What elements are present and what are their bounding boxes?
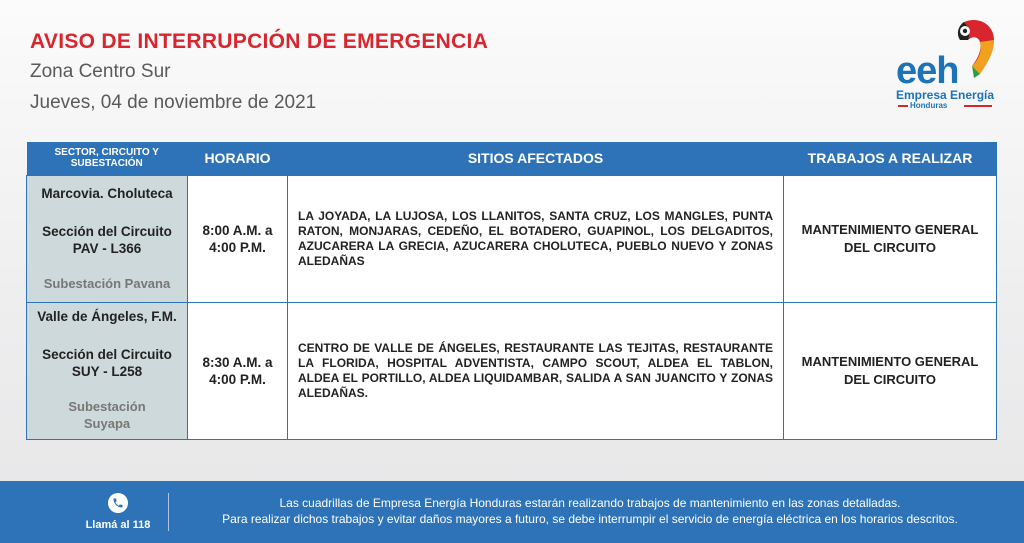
- substation: Subestación Pavana: [43, 275, 171, 291]
- work-line1: MANTENIMIENTO GENERAL: [801, 353, 979, 369]
- header-sites: SITIOS AFECTADOS: [288, 142, 784, 175]
- circuit-code: PAV - L366: [72, 240, 142, 256]
- header: [30, 30, 730, 114]
- zone-subtitle: Zona Centro Sur: [30, 61, 171, 82]
- circuit-label: Sección del Circuito: [42, 223, 172, 239]
- sites-cell: [288, 302, 784, 439]
- company-logo: [892, 18, 1002, 112]
- work-cell: [784, 175, 997, 302]
- footer-notice: [180, 495, 1000, 527]
- affected-sites: LA JOYADA, LA LUJOSA, LOS LLANITOS, SANTA CRUZ, LOS MANGLES, PUNTA RATON, MONJARAS, CEDEÑO, EL BOTADERO, GUAPINOL, LOS DELGADITOS, AZUCARERA LA GRECIA, AZUCARERA CHOLUTECA, PUEBLO NUEVO Y ZONAS ALEDAÑAS: [298, 208, 773, 268]
- call-center[interactable]: [78, 493, 158, 531]
- notice-line2: Para realizar dichos trabajos y evitar daños mayores a futuro, se debe interrumpir el servicio de energía eléctrica en los horarios descritos.: [222, 512, 958, 526]
- footer-banner: [0, 481, 1024, 543]
- notice-date: Jueves, 04 de noviembre de 2021: [30, 92, 317, 113]
- logo-divider-left: [898, 105, 908, 107]
- work-cell: [784, 302, 997, 439]
- circuit-code: SUY - L258: [71, 364, 143, 379]
- header-work: TRABAJOS A REALIZAR: [784, 142, 997, 175]
- footer-divider: [168, 493, 169, 531]
- page-title: AVISO DE INTERRUPCIÓN DE EMERGENCIA: [30, 30, 489, 53]
- circuit-label: Sección del Circuito: [42, 347, 172, 362]
- logo-country: Honduras: [910, 101, 948, 110]
- circuit-section: [31, 223, 183, 257]
- substation-line1: Subestación: [68, 399, 146, 414]
- table-row: [27, 302, 997, 439]
- phone-label: Llamá al 118: [85, 519, 151, 531]
- sector-cell: [27, 175, 188, 302]
- table-header-row: [27, 142, 997, 175]
- schedule-end: 4:00 P.M.: [209, 371, 266, 387]
- logo-wordmark: eeh: [896, 50, 959, 92]
- circuit-section: [31, 346, 183, 380]
- affected-sites: CENTRO DE VALLE DE ÁNGELES, RESTAURANTE LAS TEJITAS, RESTAURANTE LA FLORIDA, HOSPITAL ADVENTISTA, CAMPO SCOUT, ALDEA EL TABLON, ALDEA EL PORTILLO, ALDEA LIQUIDAMBAR, SALIDA A SAN JUANCITO Y ZONAS ALEDAÑAS.: [298, 340, 773, 400]
- schedule-cell: [188, 175, 288, 302]
- work-line2: DEL CIRCUITO: [844, 239, 936, 255]
- schedule-cell: [188, 302, 288, 439]
- header-sector: SECTOR, CIRCUITO Y SUBESTACIÓN: [27, 142, 188, 175]
- header-schedule: HORARIO: [188, 142, 288, 175]
- schedule-start: 8:00 A.M. a: [202, 222, 273, 238]
- substation: [31, 398, 183, 432]
- phone-icon: [108, 493, 128, 513]
- schedule-start: 8:30 A.M. a: [202, 354, 273, 370]
- notice-line1: Las cuadrillas de Empresa Energía Honduras estarán realizando trabajos de mantenimiento en las zonas detalladas.: [279, 496, 901, 510]
- table-row: [27, 175, 997, 302]
- logo-divider-right: [964, 105, 992, 107]
- location: Valle de Ángeles, F.M.: [37, 309, 177, 324]
- work-line2: DEL CIRCUITO: [844, 371, 936, 387]
- location: Marcovia. Choluteca: [41, 185, 173, 201]
- substation-line2: Suyapa: [83, 416, 131, 431]
- logo-company-name: Empresa Energía: [896, 88, 995, 102]
- sector-cell: [27, 302, 188, 439]
- schedule-end: 4:00 P.M.: [209, 239, 266, 255]
- sites-cell: [288, 175, 784, 302]
- interruption-table: [26, 142, 997, 440]
- work-line1: MANTENIMIENTO GENERAL: [801, 221, 979, 237]
